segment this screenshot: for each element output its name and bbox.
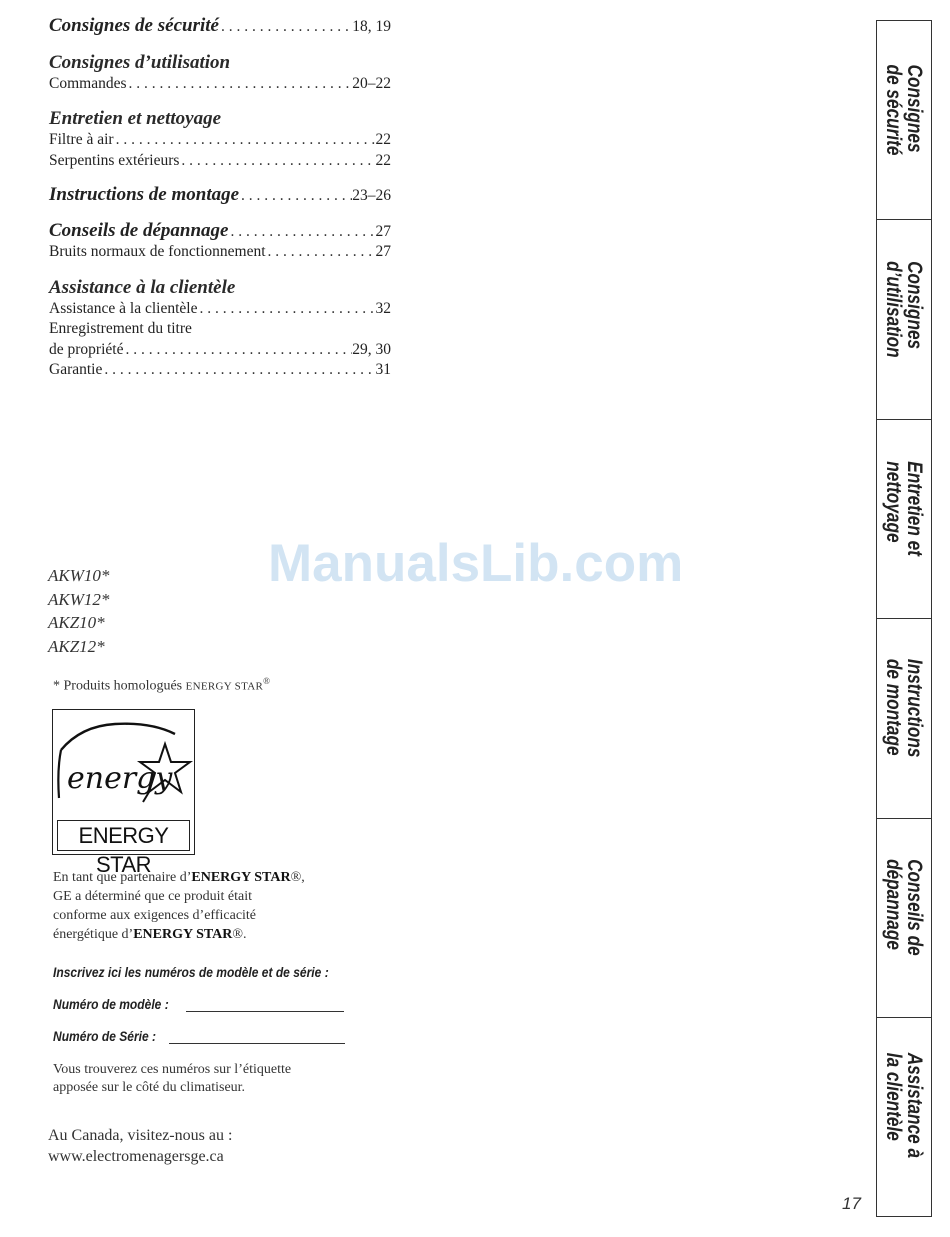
toc-entry-label-line1: Enregistrement du titre [49, 320, 192, 337]
toc-page-ref[interactable]: 29, 30 [352, 340, 391, 358]
partner-text: énergétique d’ [53, 927, 134, 942]
toc-entry-label: Bruits normaux de fonctionnement [49, 243, 266, 260]
serial-number-label: Numéro de Série : [53, 1028, 157, 1044]
model-number: AKZ12* [48, 636, 105, 656]
tab-label: Instructions de montage [882, 658, 926, 757]
model-number-field [53, 996, 344, 1012]
footnote-text: * Produits homologués [53, 678, 186, 694]
toc-entry [49, 299, 391, 320]
toc-entry-label: Assistance à la clientèle [49, 299, 198, 317]
partner-text: En tant que partenaire d’ [53, 870, 192, 885]
toc-page-ref[interactable]: 27 [375, 243, 391, 260]
toc-entry [49, 151, 391, 172]
table-of-contents [49, 16, 391, 395]
toc-section-title: Conseils de dépannage [49, 219, 229, 241]
leader-dots [114, 130, 376, 151]
toc-entry-label: Commandes [49, 74, 127, 92]
toc-entry [49, 185, 391, 207]
toc-page-ref[interactable]: 18, 19 [352, 18, 391, 35]
toc-entry-label: Filtre à air [49, 131, 114, 148]
toc-section-care [49, 108, 391, 171]
logo-script-text: energy [67, 761, 173, 796]
partner-statement [53, 868, 363, 944]
partner-line: conforme aux exigences d’efficacité [53, 908, 257, 923]
model-list [48, 564, 109, 658]
toc-entry [49, 221, 391, 243]
model-number-blank[interactable] [186, 997, 344, 1012]
toc-entry-label: Serpentins extérieurs [49, 151, 180, 169]
leader-dots [239, 186, 352, 207]
toc-entry-label: Garantie [49, 361, 103, 378]
toc-entry [49, 360, 391, 381]
toc-section-title: Entretien et nettoyage [49, 108, 222, 129]
leader-dots [219, 17, 352, 38]
tab-usage[interactable] [877, 220, 931, 420]
serial-number-blank[interactable] [169, 1029, 345, 1044]
toc-section-installation [49, 185, 391, 207]
toc-entry [49, 130, 391, 151]
toc-entry-label: de propriété [49, 340, 124, 358]
toc-entry [49, 74, 391, 95]
leader-dots [197, 299, 375, 320]
canada-line: Au Canada, visitez-nous au : [48, 1127, 233, 1144]
partner-text: ®, [290, 870, 305, 885]
partner-line: GE a déterminé que ce produit était [53, 889, 253, 904]
toc-page-ref[interactable]: 20–22 [352, 74, 391, 92]
toc-entry [49, 16, 391, 38]
website-link[interactable]: www.electromenagersge.ca [48, 1148, 224, 1165]
page-number: 17 [842, 1194, 861, 1213]
tab-care[interactable] [877, 420, 931, 619]
partner-text: ®. [232, 927, 247, 942]
leader-dots [179, 151, 375, 172]
leader-dots [228, 222, 375, 243]
serial-number-field [53, 1028, 345, 1044]
partner-brand: ENERGY STAR [191, 870, 291, 885]
section-tabs [876, 20, 932, 1217]
toc-section-usage [49, 52, 391, 95]
note-line: apposée sur le côté du climatiseur. [53, 1080, 246, 1095]
model-number-label: Numéro de modèle : [53, 996, 169, 1012]
leader-dots [266, 242, 376, 263]
tab-safety[interactable] [877, 21, 931, 220]
toc-entry [49, 242, 391, 263]
toc-page-ref[interactable]: 27 [375, 222, 391, 240]
leader-dots [102, 360, 375, 381]
partner-brand: ENERGY STAR [133, 927, 233, 942]
canada-info [48, 1125, 232, 1167]
tab-label: Assistance à la clientèle [882, 1052, 926, 1158]
label-location-note [53, 1061, 291, 1097]
energy-star-swoosh-icon [53, 710, 193, 822]
toc-page-ref[interactable]: 32 [375, 299, 391, 317]
footnote-brand: ENERGY STAR [185, 680, 264, 693]
toc-section-title: Instructions de montage [49, 184, 240, 205]
toc-section-safety [49, 16, 391, 38]
tab-installation[interactable] [877, 619, 931, 819]
model-number: AKW12* [48, 589, 110, 609]
leader-dots [123, 340, 352, 361]
toc-section-title: Consignes de sécurité [49, 15, 219, 36]
tab-label: Consignes de sécurité [882, 64, 926, 156]
model-number: AKW10* [48, 566, 110, 585]
partner-line [53, 868, 363, 887]
logo-wordmark: ENERGY STAR [57, 820, 190, 851]
registered-mark: ® [263, 676, 270, 686]
toc-section-title: Consignes d’utilisation [49, 51, 231, 73]
toc-page-ref[interactable]: 31 [375, 361, 391, 378]
toc-page-ref[interactable]: 22 [375, 151, 391, 169]
leader-dots [127, 74, 353, 95]
toc-page-ref[interactable]: 23–26 [352, 187, 391, 204]
energy-star-logo [52, 709, 195, 877]
toc-page-ref[interactable]: 22 [375, 131, 391, 148]
tab-label: Conseils de dépannage [882, 859, 926, 956]
tab-label: Entretien et nettoyage [882, 461, 926, 556]
note-line: Vous trouverez ces numéros sur l’étiquette [53, 1062, 292, 1077]
toc-entry [49, 340, 391, 361]
toc-section-title: Assistance à la clientèle [49, 276, 236, 298]
tab-customer-service[interactable] [877, 1018, 931, 1215]
partner-line [53, 925, 363, 944]
toc-section-troubleshooting [49, 221, 391, 263]
record-heading: Inscrivez ici les numéros de modèle et de série : [53, 964, 329, 980]
model-number: AKZ10* [48, 613, 105, 632]
tab-label: Consignes d’utilisation [882, 260, 926, 358]
watermark: ManualsLib.com [268, 534, 684, 593]
tab-troubleshooting[interactable] [877, 819, 931, 1018]
energy-star-footnote [53, 676, 270, 695]
toc-section-customer-service [49, 277, 391, 381]
